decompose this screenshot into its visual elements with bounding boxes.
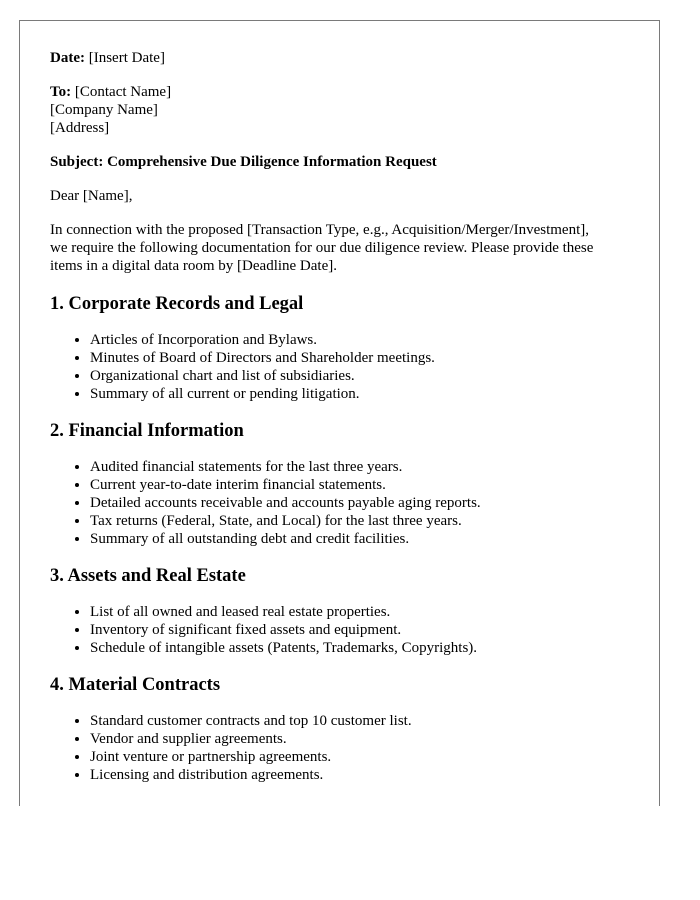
letter-content bbox=[50, 49, 640, 784]
section-heading: 4. Material Contracts bbox=[50, 675, 221, 695]
date-value: [Insert Date] bbox=[88, 50, 165, 66]
section-heading: 3. Assets and Real Estate bbox=[50, 566, 246, 586]
intro-line: items in a digital data room by [Deadline Date]. bbox=[50, 258, 337, 274]
list-item: • Vendor and supplier agreements. bbox=[90, 730, 640, 748]
section bbox=[50, 275, 640, 403]
letter-page bbox=[19, 20, 660, 806]
section bbox=[50, 403, 640, 548]
list-item: • Joint venture or partnership agreements. bbox=[90, 748, 640, 766]
list-item: • List of all owned and leased real estate properties. bbox=[90, 603, 640, 621]
section-heading: 2. Financial Information bbox=[50, 421, 244, 441]
list-item: • Summary of all current or pending litigation. bbox=[90, 385, 640, 403]
date-line bbox=[50, 49, 640, 67]
list-item: • Schedule of intangible assets (Patents, Trademarks, Copyrights). bbox=[90, 639, 640, 657]
intro-paragraph bbox=[50, 221, 640, 275]
section bbox=[50, 657, 640, 784]
section-list bbox=[50, 712, 640, 784]
section bbox=[50, 548, 640, 657]
section-list bbox=[50, 458, 640, 548]
section-heading: 1. Corporate Records and Legal bbox=[50, 294, 304, 314]
list-item: • Audited financial statements for the last three years. bbox=[90, 458, 640, 476]
recipient-block bbox=[50, 83, 640, 137]
intro-line: we require the following documentation for our due diligence review. Please provide these bbox=[50, 240, 594, 256]
list-item: • Detailed accounts receivable and accounts payable aging reports. bbox=[90, 494, 640, 512]
list-item: • Standard customer contracts and top 10 customer list. bbox=[90, 712, 640, 730]
list-item: • Current year-to-date interim financial statements. bbox=[90, 476, 640, 494]
contact-name: [Contact Name] bbox=[74, 84, 172, 100]
address: [Address] bbox=[50, 120, 110, 136]
section-list bbox=[50, 331, 640, 403]
list-item: • Articles of Incorporation and Bylaws. bbox=[90, 331, 640, 349]
subject-line: Subject: Comprehensive Due Diligence Information Request bbox=[50, 154, 437, 170]
list-item: • Tax returns (Federal, State, and Local) for the last three years. bbox=[90, 512, 640, 530]
list-item: • Organizational chart and list of subsidiaries. bbox=[90, 367, 640, 385]
to-label: To: bbox=[50, 84, 72, 100]
list-item: • Inventory of significant fixed assets and equipment. bbox=[90, 621, 640, 639]
list-item: • Licensing and distribution agreements. bbox=[90, 766, 640, 784]
company-name: [Company Name] bbox=[50, 102, 158, 118]
section-list bbox=[50, 603, 640, 657]
salutation: Dear [Name], bbox=[50, 188, 133, 204]
list-item: • Summary of all outstanding debt and credit facilities. bbox=[90, 530, 640, 548]
intro-line: In connection with the proposed [Transaction Type, e.g., Acquisition/Merger/Investment], bbox=[50, 222, 589, 238]
list-item: • Minutes of Board of Directors and Shareholder meetings. bbox=[90, 349, 640, 367]
date-label: Date: bbox=[50, 50, 85, 66]
sections-container bbox=[50, 275, 640, 784]
